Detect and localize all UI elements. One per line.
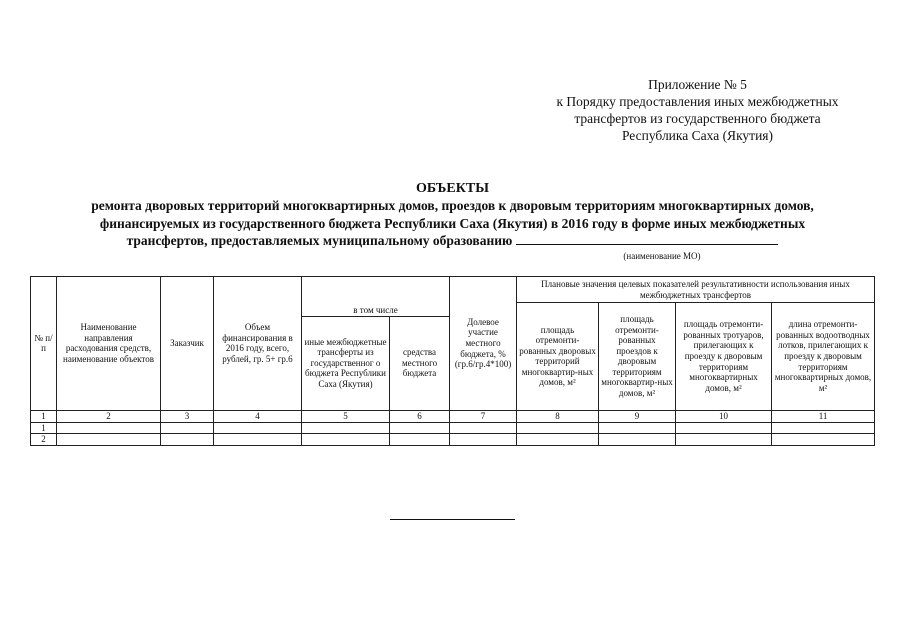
table-cell[interactable] bbox=[450, 422, 517, 434]
header-customer: Заказчик bbox=[161, 277, 214, 411]
column-number: 3 bbox=[161, 410, 214, 422]
table-cell[interactable] bbox=[302, 434, 390, 446]
table-cell[interactable] bbox=[390, 422, 450, 434]
appendix-block bbox=[520, 76, 875, 144]
table-cell[interactable] bbox=[676, 422, 772, 434]
table-cell[interactable] bbox=[599, 434, 676, 446]
column-number: 10 bbox=[676, 410, 772, 422]
header-area-driveways: площадь отремонти-рованных проездов к дворовым территориям многоквартир-ных домов, м² bbox=[599, 303, 676, 411]
table-cell[interactable] bbox=[214, 422, 302, 434]
appendix-line-4: Республика Саха (Якутия) bbox=[621, 128, 774, 143]
mo-caption: (наименование МО) bbox=[623, 251, 701, 261]
column-number: 8 bbox=[517, 410, 599, 422]
subtitle-line-3-wrap bbox=[30, 232, 875, 250]
appendix-line-2: к Порядку предоставления иных межбюджетных bbox=[556, 94, 839, 109]
table-cell[interactable] bbox=[517, 434, 599, 446]
signature-line bbox=[390, 519, 515, 520]
table-row bbox=[31, 422, 875, 434]
table-cell[interactable] bbox=[57, 422, 161, 434]
table-cell[interactable] bbox=[302, 422, 390, 434]
header-local-funds: средства местного бюджета bbox=[390, 316, 450, 410]
appendix-line-3: трансфертов из государственного бюджета bbox=[574, 111, 821, 126]
table-cell[interactable] bbox=[214, 434, 302, 446]
table-cell[interactable] bbox=[161, 422, 214, 434]
column-number: 9 bbox=[599, 410, 676, 422]
header-including: в том числе bbox=[302, 277, 450, 317]
table-cell[interactable] bbox=[772, 422, 875, 434]
header-length-drains: длина отремонти-рованных водоотводных лотков, прилегающих к проезду к дворовым территориям многоквартирных домов, м² bbox=[772, 303, 875, 411]
appendix-line-1: Приложение № 5 bbox=[648, 77, 747, 92]
header-direction: Наименование направления расходования средств, наименование объектов bbox=[57, 277, 161, 411]
document-title: ОБЪЕКТЫ bbox=[416, 181, 489, 196]
column-number: 6 bbox=[390, 410, 450, 422]
header-area-yards: площадь отремонти-рованных дворовых территорий многоквартир-ных домов, м² bbox=[517, 303, 599, 411]
table-row bbox=[31, 434, 875, 446]
header-planned: Плановые значения целевых показателей результативности использования иных межбюджетных трансфертов bbox=[517, 277, 875, 303]
column-numbers-row bbox=[31, 410, 875, 422]
header-row-1 bbox=[31, 277, 875, 303]
document-subtitle bbox=[30, 197, 875, 250]
column-number: 5 bbox=[302, 410, 390, 422]
header-num: № п/п bbox=[31, 277, 57, 411]
table-cell[interactable] bbox=[450, 434, 517, 446]
header-local-share: Долевое участие местного бюджета, % (гр.6/гр.4*100) bbox=[450, 277, 517, 411]
header-volume: Объем финансирования в 2016 году, всего, рублей, гр. 5+ гр.6 bbox=[214, 277, 302, 411]
objects-table bbox=[30, 276, 875, 446]
column-number: 4 bbox=[214, 410, 302, 422]
table-cell[interactable] bbox=[57, 434, 161, 446]
table-cell[interactable] bbox=[676, 434, 772, 446]
table-cell[interactable] bbox=[161, 434, 214, 446]
table-cell[interactable] bbox=[390, 434, 450, 446]
subtitle-line-2: финансируемых из государственного бюджета Республики Саха (Якутия) в 2016 году в форме иных межбюджетных bbox=[99, 215, 806, 231]
column-number: 7 bbox=[450, 410, 517, 422]
row-number: 1 bbox=[31, 422, 57, 434]
header-area-sidewalks: площадь отремонти-рованных тротуаров, прилегающих к проезду к дворовым территориям многоквартирных домов, м² bbox=[676, 303, 772, 411]
column-number: 2 bbox=[57, 410, 161, 422]
column-number: 11 bbox=[772, 410, 875, 422]
header-other-transfers: иные межбюджетные трансферты из государственног о бюджета Республики Саха (Якутия) bbox=[302, 316, 390, 410]
table-cell[interactable] bbox=[599, 422, 676, 434]
mo-name-blank-line[interactable] bbox=[516, 233, 778, 245]
subtitle-line-3: трансфертов, предоставляемых муниципальному образованию bbox=[126, 233, 513, 248]
column-number: 1 bbox=[31, 410, 57, 422]
subtitle-line-1: ремонта дворовых территорий многоквартирных домов, проездов к дворовым территориям многоквартирных домов, bbox=[91, 198, 814, 213]
table-cell[interactable] bbox=[517, 422, 599, 434]
table-cell[interactable] bbox=[772, 434, 875, 446]
row-number: 2 bbox=[31, 434, 57, 446]
